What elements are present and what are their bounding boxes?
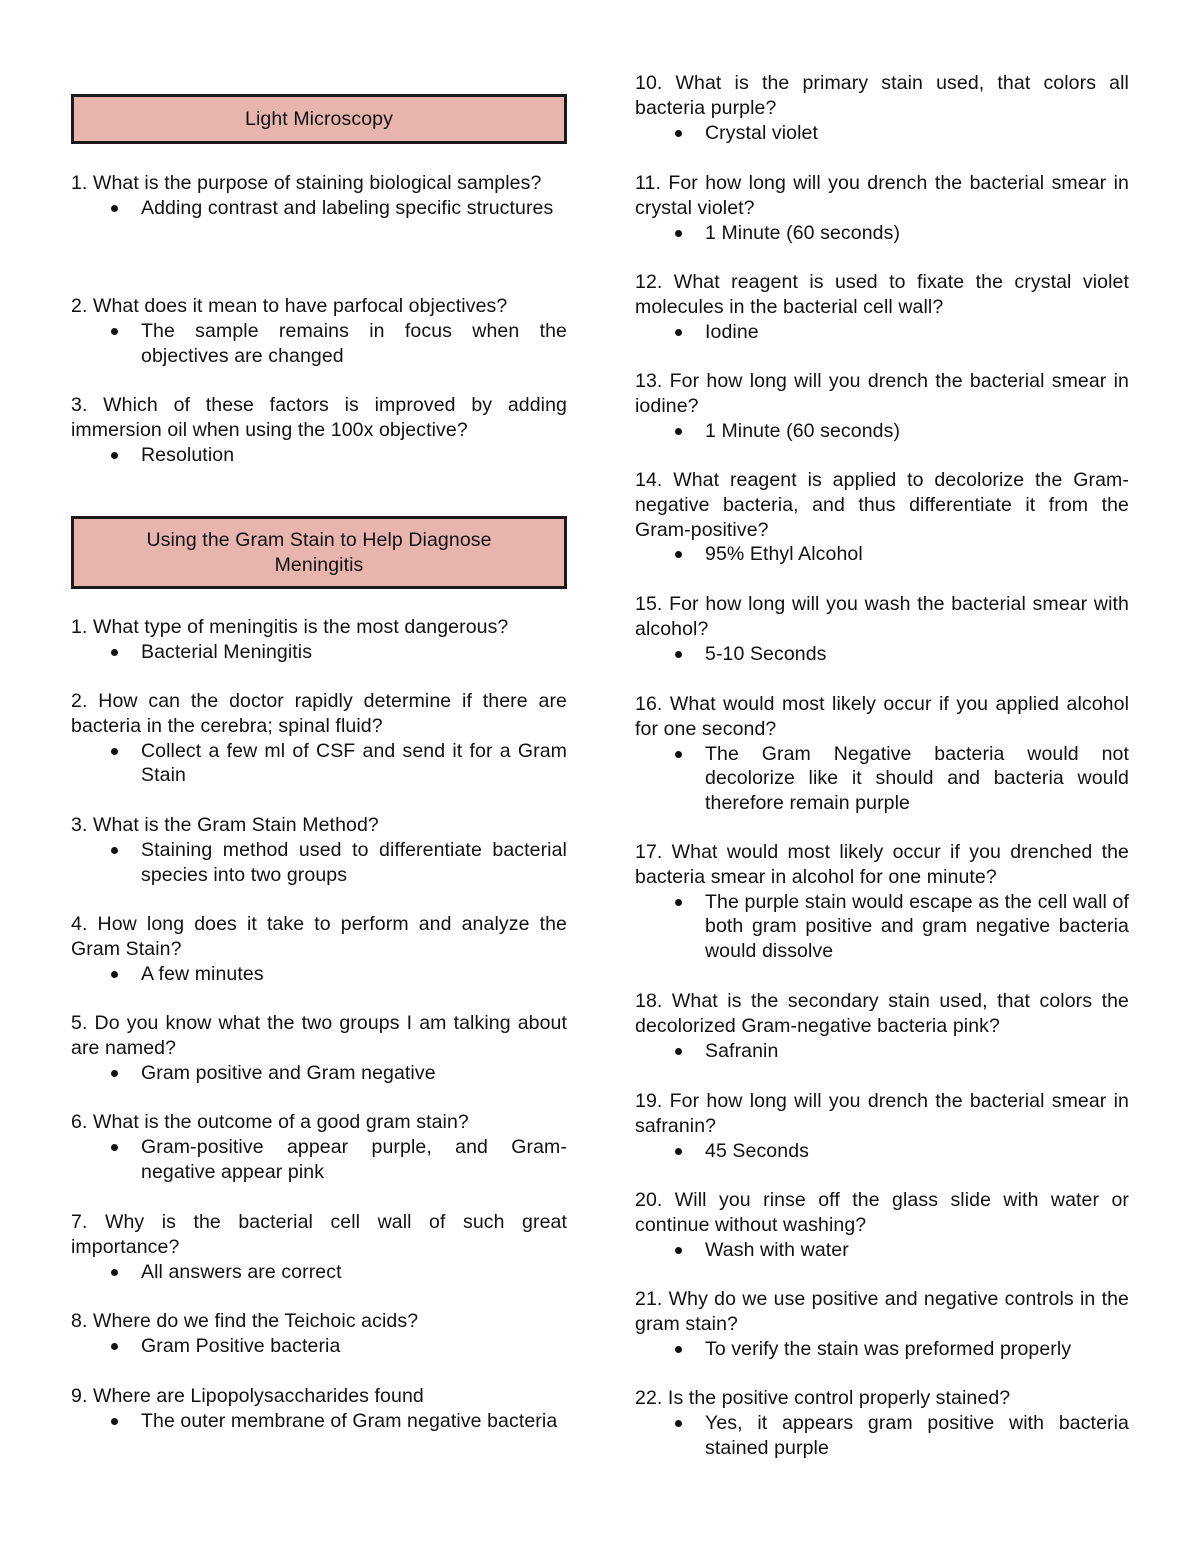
answer-bullet: Crystal violet [635, 121, 1129, 146]
qa-item [635, 592, 1129, 666]
answer-bullet: Yes, it appears gram positive with bacteria stained purple [635, 1411, 1129, 1461]
qa-item [71, 294, 567, 368]
question-text: 14. What reagent is applied to decolorize the Gram-negative bacteria, and thus differentiate it from the Gram-positive? [635, 469, 1129, 541]
question-text: 10. What is the primary stain used, that colors all bacteria purple? [635, 72, 1129, 119]
question-text: 22. Is the positive control properly stained? [635, 1387, 1011, 1409]
question-text: 19. For how long will you drench the bacterial smear in safranin? [635, 1090, 1129, 1137]
question-text: 5. Do you know what the two groups I am talking about are named? [71, 1012, 567, 1059]
answer-bullet: The Gram Negative bacteria would not decolorize like it should and bacteria would therefore remain purple [635, 742, 1129, 816]
qa-item [635, 171, 1129, 245]
question-text: 12. What reagent is used to fixate the crystal violet molecules in the bacterial cell wall? [635, 271, 1129, 318]
answer-bullet: Bacterial Meningitis [71, 640, 567, 665]
qa-item [71, 1309, 567, 1359]
question-text: 6. What is the outcome of a good gram stain? [71, 1111, 469, 1133]
answer-bullet: Staining method used to differentiate bacterial species into two groups [71, 838, 567, 888]
qa-item [635, 1386, 1129, 1460]
question-text: 15. For how long will you wash the bacterial smear with alcohol? [635, 593, 1129, 640]
qa-item [71, 813, 567, 887]
qa-item [71, 615, 567, 665]
answer-bullet: The outer membrane of Gram negative bacteria [71, 1409, 567, 1434]
qa-item [71, 393, 567, 467]
answer-bullet: Resolution [71, 443, 567, 468]
answer-bullet: Gram positive and Gram negative [71, 1061, 567, 1086]
question-text: 2. How can the doctor rapidly determine if there are bacteria in the cerebra; spinal fluid? [71, 690, 567, 737]
qa-item [635, 840, 1129, 964]
qa-item [635, 270, 1129, 344]
question-text: 21. Why do we use positive and negative controls in the gram stain? [635, 1288, 1129, 1335]
question-text: 9. Where are Lipopolysaccharides found [71, 1385, 424, 1407]
answer-bullet: 1 Minute (60 seconds) [635, 419, 1129, 444]
answer-bullet: 45 Seconds [635, 1139, 1129, 1164]
section-title-text: Light Microscopy [245, 107, 393, 130]
question-text: 16. What would most likely occur if you applied alcohol for one second? [635, 693, 1129, 740]
answer-bullet: The sample remains in focus when the objectives are changed [71, 319, 567, 369]
answer-bullet: Adding contrast and labeling specific structures [71, 196, 567, 221]
question-text: 8. Where do we find the Teichoic acids? [71, 1310, 419, 1332]
question-text: 1. What type of meningitis is the most dangerous? [71, 616, 509, 638]
qa-item [635, 369, 1129, 443]
question-text: 11. For how long will you drench the bacterial smear in crystal violet? [635, 172, 1129, 219]
qa-item [635, 1188, 1129, 1262]
answer-bullet: 5-10 Seconds [635, 642, 1129, 667]
question-text: 3. Which of these factors is improved by adding immersion oil when using the 100x objective? [71, 394, 567, 441]
question-text: 2. What does it mean to have parfocal objectives? [71, 295, 508, 317]
answer-bullet: Collect a few ml of CSF and send it for a Gram Stain [71, 739, 567, 789]
question-text: 20. Will you rinse off the glass slide with water or continue without washing? [635, 1189, 1129, 1236]
answer-bullet: 95% Ethyl Alcohol [635, 542, 1129, 567]
question-text: 7. Why is the bacterial cell wall of such great importance? [71, 1211, 567, 1258]
question-text: 18. What is the secondary stain used, that colors the decolorized Gram-negative bacteria pink? [635, 990, 1129, 1037]
qa-item [71, 689, 567, 788]
question-text: 13. For how long will you drench the bacterial smear in iodine? [635, 370, 1129, 417]
qa-item [635, 1089, 1129, 1163]
answer-bullet: 1 Minute (60 seconds) [635, 221, 1129, 246]
question-text: 17. What would most likely occur if you drenched the bacteria smear in alcohol for one minute? [635, 841, 1129, 888]
answer-bullet: To verify the stain was preformed properly [635, 1337, 1129, 1362]
qa-item [71, 912, 567, 986]
answer-bullet: All answers are correct [71, 1260, 567, 1285]
qa-item [71, 171, 567, 221]
answer-bullet: Gram Positive bacteria [71, 1334, 567, 1359]
section-title-text: Using the Gram Stain to Help Diagnose Meningitis [146, 528, 492, 576]
qa-item [71, 1210, 567, 1284]
answer-bullet: A few minutes [71, 962, 567, 987]
qa-item [635, 692, 1129, 816]
question-text: 4. How long does it take to perform and analyze the Gram Stain? [71, 913, 567, 960]
answer-bullet: The purple stain would escape as the cell wall of both gram positive and gram negative bacteria would dissolve [635, 890, 1129, 964]
question-text: 3. What is the Gram Stain Method? [71, 814, 379, 836]
section-title-light-microscopy [71, 94, 567, 144]
answer-bullet: Iodine [635, 320, 1129, 345]
answer-bullet: Safranin [635, 1039, 1129, 1064]
answer-bullet: Gram-positive appear purple, and Gram-negative appear pink [71, 1135, 567, 1185]
qa-item [71, 1384, 567, 1434]
qa-item [71, 1110, 567, 1184]
section-title-gram-stain [71, 516, 567, 589]
answer-bullet: Wash with water [635, 1238, 1129, 1263]
qa-item [635, 1287, 1129, 1361]
qa-item [635, 989, 1129, 1063]
qa-item [71, 1011, 567, 1085]
qa-item [635, 468, 1129, 567]
question-text: 1. What is the purpose of staining biological samples? [71, 172, 542, 194]
qa-item [635, 71, 1129, 145]
